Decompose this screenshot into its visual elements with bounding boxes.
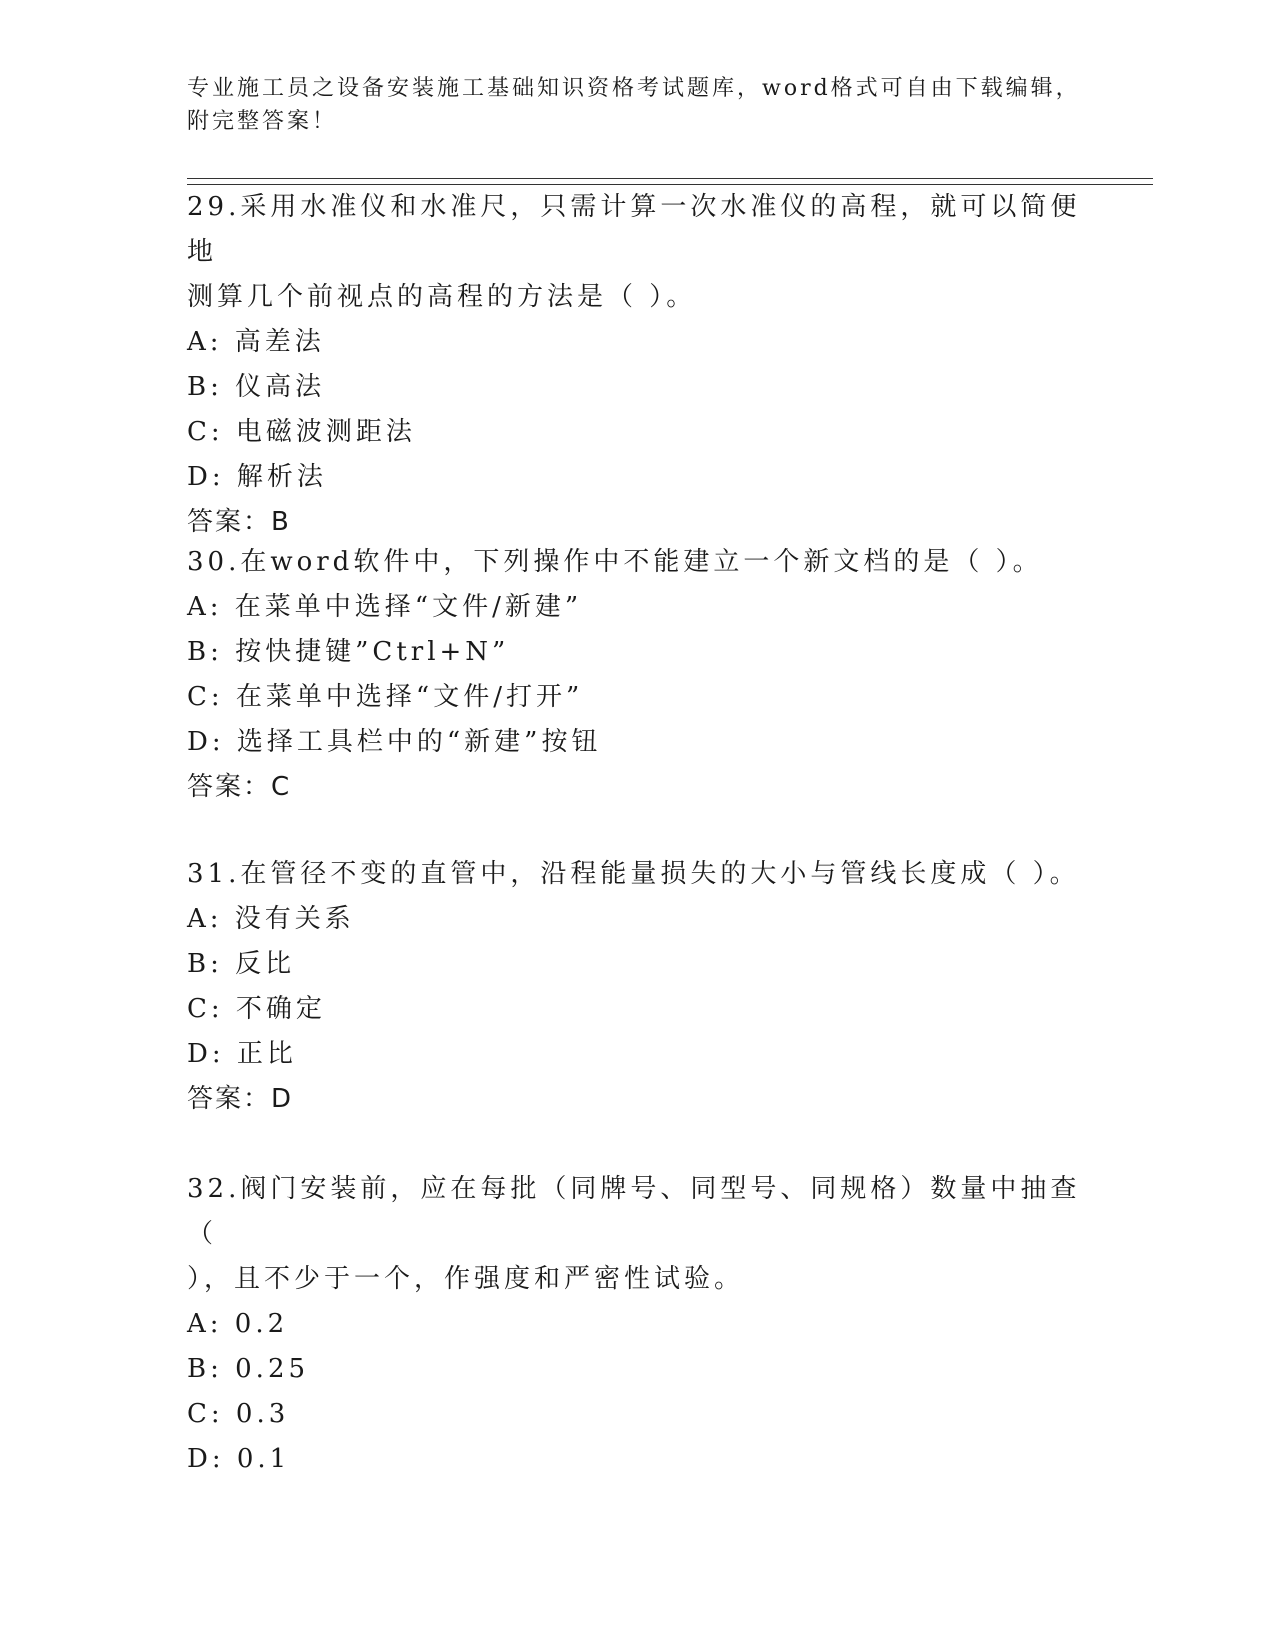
question-text: ），且不少于一个，作强度和严密性试验。	[187, 1264, 745, 1294]
question-text: 测算几个前视点的高程的方法是（ ）。	[187, 282, 697, 312]
question-text: 32.阀门安装前，应在每批（同牌号、同型号、同规格）数量中抽查（	[187, 1174, 1081, 1249]
question-text: 31.在管径不变的直管中，沿程能量损失的大小与管线长度成（ ）。	[187, 859, 1080, 889]
question-text: 30.在word软件中，下列操作中不能建立一个新文档的是（ ）。	[187, 547, 1043, 577]
option-d: D: 解析法	[187, 462, 327, 492]
option-c: C: 在菜单中选择“文件/打开”	[187, 682, 584, 712]
document-header	[187, 72, 1087, 138]
question-text: 29.采用水准仪和水准尺，只需计算一次水准仪的高程，就可以简便地	[187, 192, 1081, 267]
option-d: D: 0.1	[187, 1444, 291, 1474]
option-c: C: 不确定	[187, 994, 326, 1024]
option-a: A: 没有关系	[187, 904, 355, 934]
option-c: C: 0.3	[187, 1399, 290, 1429]
option-b: B: 仪高法	[187, 372, 326, 402]
answer: 答案：B	[187, 507, 291, 537]
question-32	[187, 1167, 1087, 1482]
option-c: C: 电磁波测距法	[187, 417, 416, 447]
header-title-line2: 附完整答案！	[187, 109, 338, 134]
answer: 答案：D	[187, 1084, 294, 1114]
option-a: A: 0.2	[187, 1309, 289, 1339]
option-a: A: 高差法	[187, 327, 325, 357]
question-31	[187, 852, 1087, 1122]
option-d: D: 选择工具栏中的“新建”按钮	[187, 727, 602, 757]
option-a: A: 在菜单中选择“文件/新建”	[187, 592, 583, 622]
option-b: B: 按快捷键”Ctrl+N”	[187, 637, 510, 667]
header-title-line1: 专业施工员之设备安装施工基础知识资格考试题库，word格式可自由下载编辑，	[187, 76, 1081, 101]
option-b: B: 0.25	[187, 1354, 310, 1384]
option-d: D: 正比	[187, 1039, 297, 1069]
option-b: B: 反比	[187, 949, 296, 979]
header-divider	[187, 178, 1153, 185]
answer: 答案：C	[187, 772, 292, 802]
question-30	[187, 540, 1087, 810]
question-29	[187, 185, 1087, 545]
